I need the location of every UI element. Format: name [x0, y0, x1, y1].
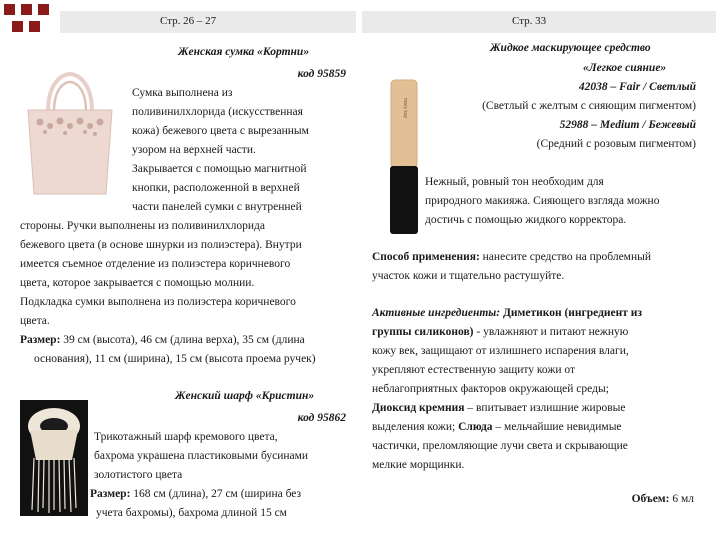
scarf-desc-2: бахрома украшена пластиковыми бусинами [94, 450, 309, 462]
logo-squares [0, 0, 60, 45]
bag-size-label: Размер: [20, 334, 61, 346]
bag-code: код 95859 [297, 68, 346, 80]
bag-size-line2: основания), 11 см (ширина), 15 см (высота проема ручек) [34, 353, 316, 365]
bag-desc-9: бежевого цвета (в основе шнурки из полиэстера). Внутри [20, 239, 302, 251]
ingredients-line5: неблагоприятных факторов окружающей среды; [372, 383, 609, 395]
ingredients-bold7: Слюда [458, 421, 493, 433]
header-bar-left [60, 11, 356, 33]
bag-title: Женская сумка «Кортни» [178, 46, 310, 58]
ingredients-line9: мелкие морщинки. [372, 459, 465, 471]
bag-desc-2: поливинилхлорида (искусственная [132, 106, 303, 118]
usage-line2: участок кожи и тщательно растушуйте. [372, 270, 565, 282]
bag-desc-12: Подкладка сумки выполнена из полиэстера коричневого [20, 296, 296, 308]
scarf-title: Женский шарф «Кристин» [175, 390, 315, 402]
ingredients-line4: укрепляют естественную защиту кожи от [372, 364, 575, 376]
concealer-desc-2: природного макияжа. Сияющего взгляда можно [425, 195, 660, 207]
ingredients-text7b: – мельчайшие невидимые [492, 421, 622, 433]
ingredients-text2: - увлажняют и питают нежную [473, 326, 629, 338]
bag-desc-11: цвета, которое закрывается с помощью молнии. [20, 277, 255, 289]
concealer-brand-text: mary kay [402, 97, 408, 119]
scarf-size-value1: 168 см (длина), 27 см (ширина без [130, 488, 302, 500]
bag-desc-1: Сумка выполнена из [132, 87, 233, 99]
ingredients-line7 [372, 418, 622, 437]
ingredients-bold2: группы силиконов) [372, 326, 474, 338]
usage-line1 [372, 248, 651, 267]
ingredients-line6 [372, 399, 625, 418]
shade1-desc: (Светлый с желтым с сияющим пигментом) [482, 100, 696, 112]
bag-desc-6: кнопки, расположенной в верхней [132, 182, 300, 194]
ingredients-line1 [372, 304, 642, 323]
header-bar-right [362, 11, 716, 33]
scarf-image [20, 400, 88, 516]
ingredients-bold6: Диоксид кремния [372, 402, 465, 414]
bag-desc-7: части панелей сумки с внутренней [132, 201, 302, 213]
ingredients-line3: кожу век, защищают от излишнего испарения влаги, [372, 345, 629, 357]
ingredients-label: Активные ингредиенты: [372, 307, 501, 319]
bag-image [20, 70, 120, 198]
volume-label: Объем: [631, 493, 670, 505]
shade1-code: 42038 – Fair / Светлый [578, 81, 696, 93]
ingredients-text7a: выделения кожи; [372, 421, 459, 433]
bag-desc-10: имеется съемное отделение из полиэстера коричневого [20, 258, 291, 270]
page-range-right: Стр. 33 [512, 15, 547, 27]
concealer-desc-1: Нежный, ровный тон необходим для [425, 176, 604, 188]
scarf-size-line1 [90, 485, 301, 504]
usage-label: Способ применения: [372, 251, 480, 263]
ingredients-text6: – впитывает излишние жировые [464, 402, 626, 414]
ingredients-text1: Диметикон (ингредиент из [500, 307, 643, 319]
volume-value: 6 мл [669, 493, 694, 505]
volume [560, 493, 694, 505]
concealer-subtitle: «Легкое сияние» [583, 62, 667, 74]
concealer-desc-3: достичь с помощью жидкого корректора. [425, 214, 627, 226]
scarf-desc-1: Трикотажный шарф кремового цвета, [94, 431, 278, 443]
ingredients-line2 [372, 323, 628, 342]
usage-text1: нанесите средство на проблемный [479, 251, 651, 263]
scarf-size-label: Размер: [90, 488, 131, 500]
bag-desc-8: стороны. Ручки выполнены из поливинилхлорида [20, 220, 266, 232]
ingredients-line8: частички, преломляющие лучи света и скрывающие [372, 440, 628, 452]
shade2-desc: (Средний с розовым пигментом) [536, 138, 696, 150]
concealer-image [386, 78, 422, 236]
scarf-code: код 95862 [297, 412, 346, 424]
bag-size-line1 [20, 331, 305, 350]
page-range-left: Стр. 26 – 27 [160, 15, 217, 27]
scarf-size-line2: учета бахромы), бахрома длиной 15 см [96, 507, 287, 519]
scarf-desc-3: золотистого цвета [94, 469, 183, 481]
concealer-title: Жидкое маскирующее средство [490, 42, 651, 54]
bag-size-value1: 39 см (высота), 46 см (длина верха), 35 см (длина [60, 334, 305, 346]
bag-desc-13: цвета. [20, 315, 50, 327]
bag-desc-5: Закрывается с помощью магнитной [132, 163, 307, 175]
bag-desc-3: кожа) бежевого цвета с вырезанным [132, 125, 309, 137]
shade2-code: 52988 – Medium / Бежевый [559, 119, 696, 131]
bag-desc-4: узором на верхней части. [132, 144, 256, 156]
